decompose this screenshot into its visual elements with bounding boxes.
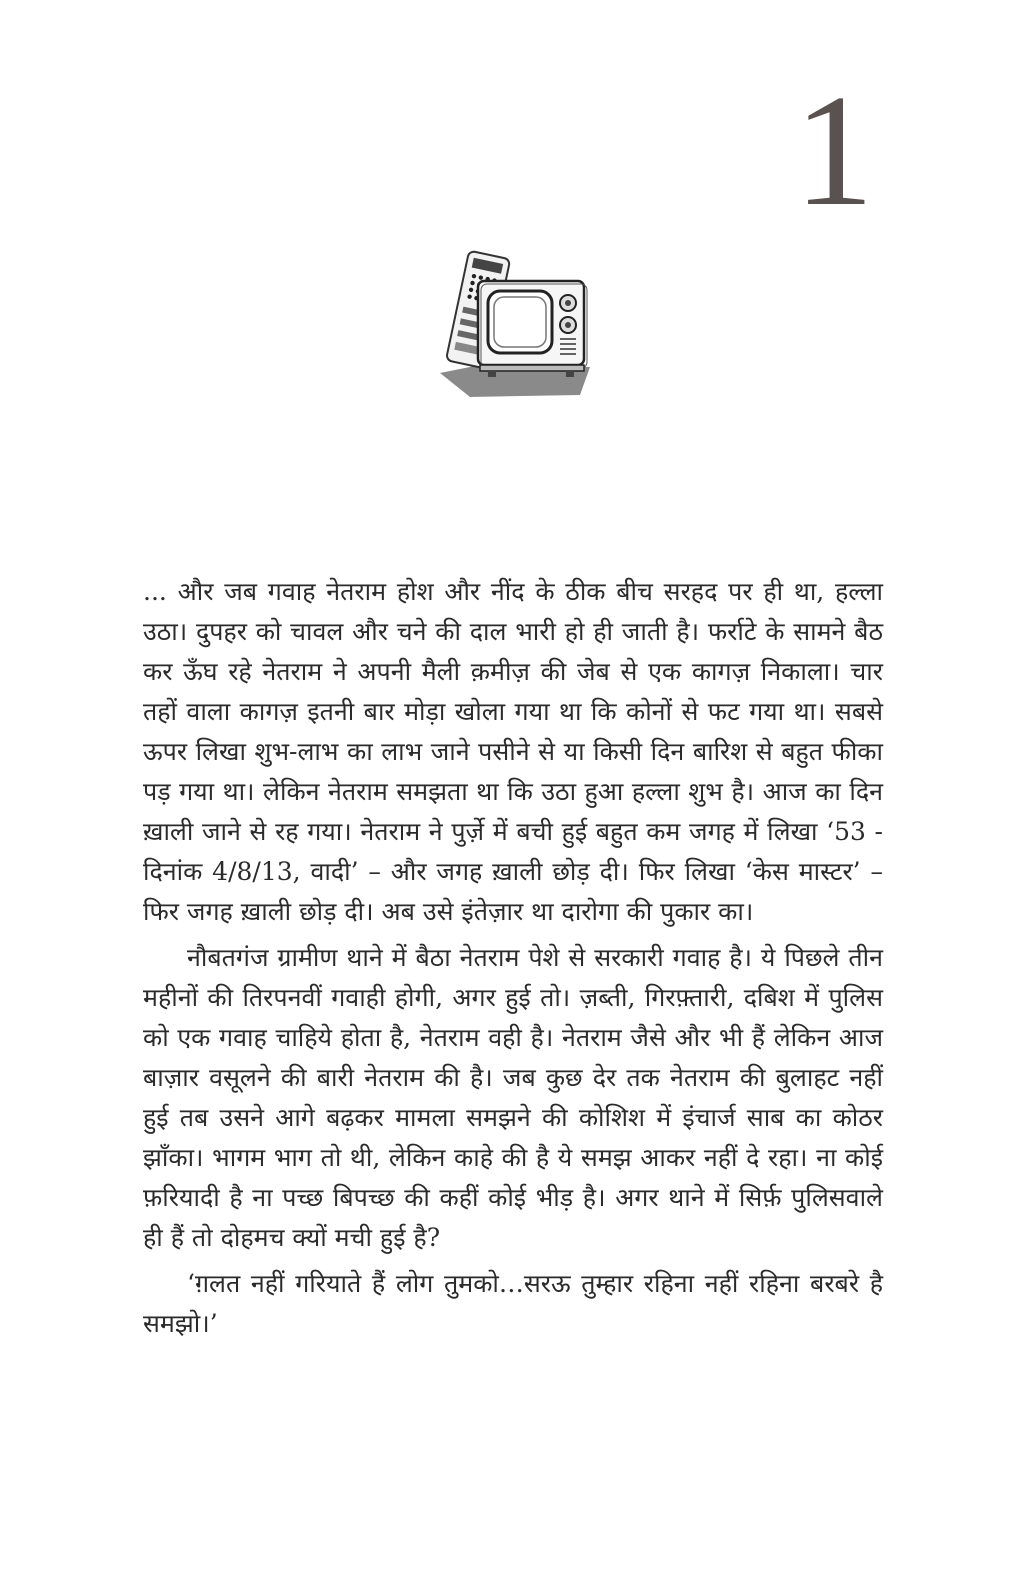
paragraph-2: नौबतगंज ग्रामीण थाने में बैठा नेतराम पेशे से सरकारी गवाह है। ये पिछले तीन महीनों की तिरपनवीं गवाही होगी, अगर हुई तो। ज़ब्ती, गिरफ़्तारी, दबिश में पुलिस को एक गवाह चाहिये होता है, नेतराम वही है। नेतराम जैसे और भी हैं लेकिन आज बाज़ार वसूलने की बारी नेतराम की है। जब कुछ देर तक नेतराम की बुलाहट नहीं हुई तब उसने आगे बढ़कर मामला समझने की कोशिश में इंचार्ज साब का कोठर झाँका। भागम भाग तो थी, लेकिन काहे की है ये समझ आकर नहीं दे रहा। ना कोई फ़रियादी है ना पच्छ बिपच्छ की कहीं कोई भीड़ है। अगर थाने में सिर्फ़ पुलिसवाले ही हैं तो दोहमच क्यों मची हुई है? — [143, 943, 883, 1252]
tv-and-remote-icon — [430, 245, 600, 405]
paragraph-3: ‘ग़लत नहीं गरियाते हैं लोग तुमको…सरऊ तुम्हार रहिना नहीं रहिना बरबरे है समझो।’ — [143, 1269, 883, 1338]
chapter-body — [143, 572, 883, 1350]
paragraph-1: ... और जब गवाह नेतराम होश और नींद के ठीक बीच सरहद पर ही था, हल्ला उठा। दुपहर को चावल और चने की दाल भारी हो ही जाती है। फर्राटे के सामने बैठ कर ऊँघ रहे नेतराम ने अपनी मैली क़मीज़ की जेब से एक कागज़ निकाला। चार तहों वाला कागज़ इतनी बार मोड़ा खोला गया था कि कोनों से फट गया था। सबसे ऊपर लिखा शुभ-लाभ का लाभ जाने पसीने से या किसी दिन बारिश से बहुत फीका पड़ गया था। लेकिन नेतराम समझता था कि उठा हुआ हल्ला शुभ है। आज का दिन ख़ाली जाने से रह गया। नेतराम ने पुर्ज़े में बची हुई बहुत कम जगह में लिखा ‘53 - दिनांक 4/8/13, वादी’ – और जगह ख़ाली छोड़ दी। फिर लिखा ‘केस मास्टर’ – फिर जगह ख़ाली छोड़ दी। अब उसे इंतेज़ार था दारोगा की पुकार का। — [143, 577, 883, 926]
chapter-number: 1 — [794, 61, 874, 239]
